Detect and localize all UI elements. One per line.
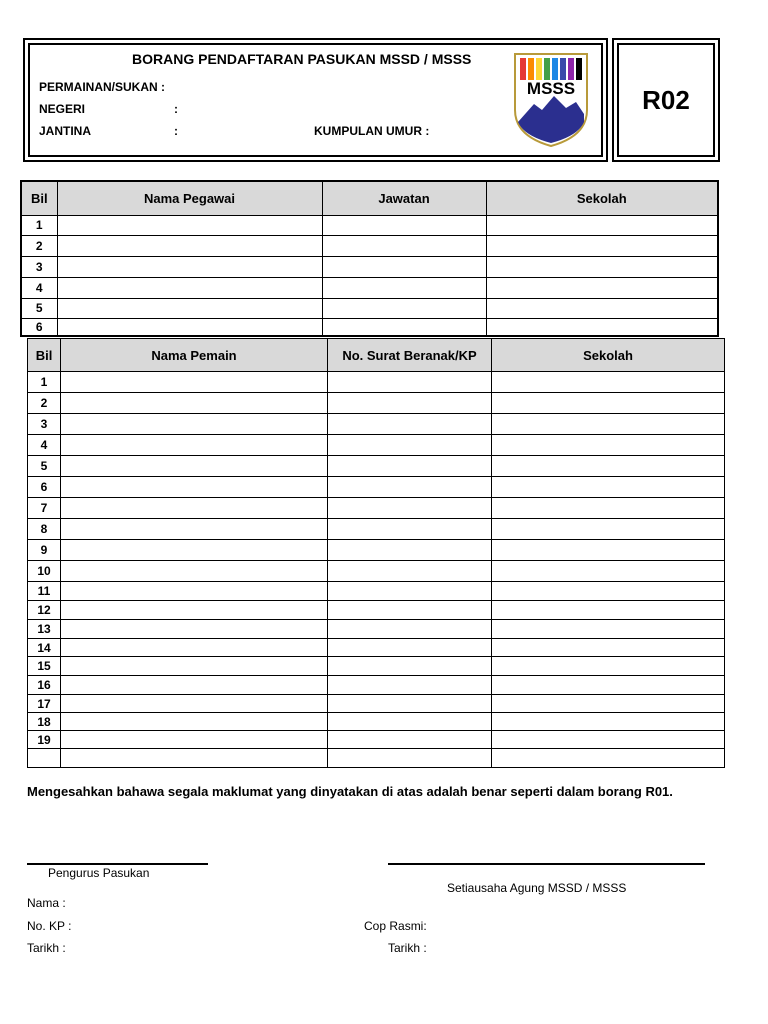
table-row [21,277,718,298]
blank-cell [486,256,718,277]
blank-cell [328,414,492,435]
table-row [21,318,718,336]
blank-cell [492,561,725,582]
blank-cell [492,498,725,519]
row-number: 6 [28,477,61,498]
row-number: 3 [28,414,61,435]
players-table [27,338,725,768]
row-number: 3 [21,256,57,277]
logo-stripe [544,58,550,80]
officials-table [20,180,719,337]
col-no-surat-beranak: No. Surat Beranak/KP [328,339,492,372]
blank-cell [61,620,328,639]
row-number: 12 [28,601,61,620]
blank-cell [492,540,725,561]
signature-title-secretary: Setiausaha Agung MSSD / MSSS [447,881,627,895]
table-row [28,695,725,713]
col-sekolah: Sekolah [486,181,718,215]
table-row [28,582,725,601]
blank-cell [322,277,486,298]
row-number: 17 [28,695,61,713]
table-row [21,235,718,256]
table-row [28,620,725,639]
blank-cell [61,676,328,695]
field-cop-rasmi: Cop Rasmi: [364,919,427,933]
row-number [28,749,61,768]
row-number: 18 [28,713,61,731]
blank-cell [492,393,725,414]
blank-cell [492,731,725,749]
blank-cell [57,298,322,318]
blank-cell [322,256,486,277]
blank-cell [328,695,492,713]
row-number: 19 [28,731,61,749]
row-number: 4 [28,435,61,456]
row-number: 15 [28,657,61,676]
table-row [28,540,725,561]
declaration-statement: Mengesahkan bahawa segala maklumat yang dinyatakan di atas adalah benar seperti dalam borang R01. [27,784,673,799]
blank-cell [492,620,725,639]
blank-cell [322,235,486,256]
col-bil: Bil [28,339,61,372]
blank-cell [492,435,725,456]
blank-cell [57,318,322,336]
signature-line-manager [27,863,208,865]
row-number: 5 [28,456,61,477]
blank-cell [328,657,492,676]
blank-cell [328,435,492,456]
blank-cell [61,477,328,498]
logo-stripe [568,58,574,80]
col-sekolah: Sekolah [492,339,725,372]
row-number: 4 [21,277,57,298]
blank-cell [61,372,328,393]
field-jantina-colon: : [174,124,178,138]
table-row [28,676,725,695]
blank-cell [492,657,725,676]
signature-title-manager: Pengurus Pasukan [48,866,150,880]
blank-cell [492,414,725,435]
msss-shield-icon [512,52,590,148]
blank-cell [322,215,486,235]
col-bil: Bil [21,181,57,215]
blank-cell [61,639,328,657]
table-row [28,456,725,477]
blank-cell [492,749,725,768]
blank-cell [328,498,492,519]
field-negeri-colon: : [174,102,178,116]
row-number: 7 [28,498,61,519]
blank-cell [328,582,492,601]
logo-stripe [560,58,566,80]
blank-cell [328,540,492,561]
col-jawatan: Jawatan [322,181,486,215]
table-row [28,372,725,393]
form-code: R02 [617,43,715,157]
blank-cell [61,393,328,414]
field-no-kp: No. KP : [27,919,72,933]
blank-cell [61,540,328,561]
row-number: 11 [28,582,61,601]
table-row [28,477,725,498]
blank-cell [486,215,718,235]
blank-cell [328,639,492,657]
table-row [28,731,725,749]
row-number: 6 [21,318,57,336]
table-row [21,298,718,318]
blank-cell [328,749,492,768]
table-row [28,749,725,768]
blank-cell [61,695,328,713]
row-number: 16 [28,676,61,695]
row-number: 1 [28,372,61,393]
blank-cell [492,676,725,695]
blank-cell [322,318,486,336]
logo-stripe [552,58,558,80]
row-number: 13 [28,620,61,639]
officials-header-row [21,181,718,215]
col-nama-pemain: Nama Pemain [61,339,328,372]
blank-cell [492,582,725,601]
table-row [28,561,725,582]
blank-cell [486,318,718,336]
form-title-text: BORANG PENDAFTARAN PASUKAN MSSD / MSSS [132,51,472,67]
blank-cell [61,435,328,456]
blank-cell [486,235,718,256]
blank-cell [328,456,492,477]
blank-cell [328,393,492,414]
blank-cell [492,695,725,713]
blank-cell [61,456,328,477]
table-row [28,393,725,414]
blank-cell [61,498,328,519]
table-row [28,519,725,540]
blank-cell [492,372,725,393]
blank-cell [328,561,492,582]
blank-cell [492,519,725,540]
logo-stripe [528,58,534,80]
row-number: 10 [28,561,61,582]
table-row [28,657,725,676]
blank-cell [328,676,492,695]
blank-cell [328,713,492,731]
blank-cell [57,235,322,256]
logo-stripe [536,58,542,80]
blank-cell [57,256,322,277]
logo-stripe [520,58,526,80]
blank-cell [328,372,492,393]
blank-cell [61,657,328,676]
blank-cell [328,519,492,540]
field-nama: Nama : [27,896,66,910]
blank-cell [492,713,725,731]
logo-text: MSSS [526,79,576,98]
blank-cell [328,477,492,498]
field-negeri-label: NEGERI [39,102,86,116]
row-number: 2 [28,393,61,414]
players-header-row [28,339,725,372]
blank-cell [328,731,492,749]
blank-cell [61,749,328,768]
table-row [21,256,718,277]
blank-cell [328,601,492,620]
blank-cell [57,215,322,235]
blank-cell [322,298,486,318]
row-number: 9 [28,540,61,561]
field-tarikh-left: Tarikh : [27,941,66,955]
row-number: 8 [28,519,61,540]
blank-cell [61,731,328,749]
blank-cell [492,456,725,477]
blank-cell [61,601,328,620]
row-number: 5 [21,298,57,318]
blank-cell [61,582,328,601]
table-row [28,414,725,435]
table-row [21,215,718,235]
field-permainan-label: PERMAINAN/SUKAN : [39,80,165,94]
table-row [28,639,725,657]
row-number: 14 [28,639,61,657]
blank-cell [57,277,322,298]
blank-cell [61,713,328,731]
blank-cell [486,277,718,298]
blank-cell [492,601,725,620]
blank-cell [61,414,328,435]
table-row [28,435,725,456]
table-row [28,498,725,519]
blank-cell [61,561,328,582]
blank-cell [492,639,725,657]
table-row [28,601,725,620]
blank-cell [328,620,492,639]
row-number: 1 [21,215,57,235]
blank-cell [492,477,725,498]
blank-cell [61,519,328,540]
table-row [28,713,725,731]
blank-cell [486,298,718,318]
field-tarikh-right: Tarikh : [388,941,427,955]
msss-logo [512,52,590,148]
signature-line-secretary [388,863,705,865]
row-number: 2 [21,235,57,256]
col-nama-pegawai: Nama Pegawai [57,181,322,215]
field-jantina-label: JANTINA [39,124,92,138]
logo-stripe [576,58,582,80]
field-kumpulan-umur-label: KUMPULAN UMUR : [314,124,430,138]
